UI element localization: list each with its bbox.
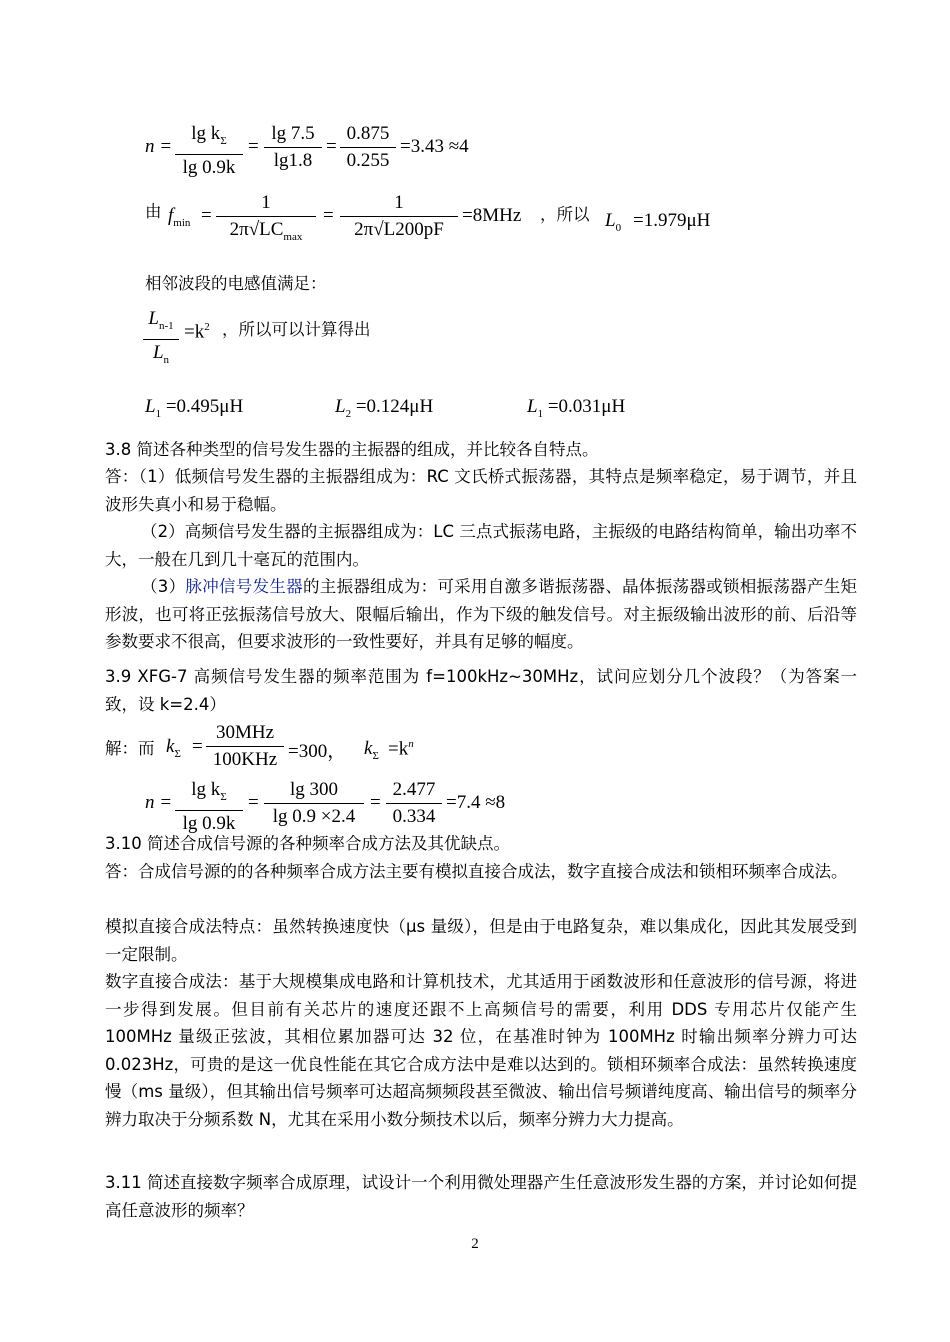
eq-n-frac3-den: 0.255 (346, 150, 390, 171)
eq-n-frac3 (340, 123, 396, 172)
eq-n-eq2: = (326, 136, 337, 157)
eq-n2-lhs: n = (145, 792, 173, 813)
eq-ratio-frac: $L_{n-1}$ $L_n$ (143, 308, 179, 371)
eq-fmin-frac1 (216, 192, 316, 248)
eq-fmin-prefix: 由 (145, 202, 162, 221)
eq-n-frac2-den: lg1.8 (273, 150, 313, 171)
eq-fmin-l0: $L_0$ (605, 210, 622, 234)
eq-k2-sym: $k_\Sigma$ (364, 738, 379, 762)
eq-fmin-frac2 (340, 192, 458, 241)
eq-fmin-l0-value: =1.979μH (633, 210, 711, 231)
answer-3-8-part3: （3）脉冲信号发生器的主振器组成为：可采用自激多谐振荡器、晶体振荡器或锁相振荡器产生矩形波，也可将正弦振荡信号放大、限幅后输出，作为下级的触发信号。对主振级输出波形的前、后沿等参数要求不很高，但要求波形的一致性要好，并具有足够的幅度。 (105, 577, 858, 651)
question-3-8-title: 3.8 简述各种类型的信号发生器的主振器的组成，并比较各自特点。 (105, 440, 599, 459)
eq-n-frac3-num: 0.875 (346, 123, 390, 144)
eq-k-eq: = (192, 736, 203, 757)
eq-n-eq1: = (248, 136, 259, 157)
answer-3-8-part2: （2）高频信号发生器的主振器组成为：LC 三点式振荡电路，主振级的电路结构简单，输出功率不大，一般在几到几十毫瓦的范围内。 (105, 522, 857, 569)
eq-fmin-frac2-den: 2π√L200pF (354, 219, 444, 240)
eq-k-value: =300， (288, 741, 347, 762)
eq-l-value-1: $L_1 =0.495\mu H$ (145, 396, 244, 420)
answer-3-8-part1: 答：（1）低频信号发生器的主振器组成为：RC 文氏桥式振荡器，其特点是频率稳定，易于调节，并且波形失真小和易于稳幅。 (105, 467, 857, 514)
eq-fmin-frac1-den: 2π√LC (229, 219, 284, 240)
eq-fmin-frac1-den-sub: max (283, 230, 303, 243)
eq-l-value-3: $L_1 =0.031\mu H$ (527, 396, 626, 420)
eq-k-frac (206, 722, 284, 771)
answer-3-10-part3: 数字直接合成法：基于大规模集成电路和计算机技术，尤其适用于函数波形和任意波形的信号源，将进一步得到发展。但目前有关芯片的速度还跟不上高频信号的需要，利用 DDS 专用芯片仅能产生 100MHz 量级正弦波，其相位累加器可达 32 位，在基准时钟为 100MHz 时输出频率分辨力可达 0.023Hz，可贵的是这一优良性能在其它合成方法中是难以达到的。锁相环频率合成法：虽然转换速度慢（ms 量级），但其输出信号频率可达超高频频段甚至微波、输出信号频谱纯度高、输出信号的频率分辨力取决于分频系数 N，尤其在采用小数分频技术以后，频率分辨力大力提高。 (105, 972, 857, 1129)
eq-ratio-rhs: $=k^2$ (184, 321, 210, 343)
eq-n-result: =3.43 ≈4 (400, 136, 469, 157)
eq-n2-frac1: $\lg k_\Sigma$ lg 0.9k (175, 779, 243, 835)
eq-n2-result: =7.4 ≈8 (446, 792, 506, 813)
eq-n-frac1-num: lg k (191, 123, 221, 144)
eq-k-frac-den: 100KHz (212, 749, 278, 770)
eq-k-sym: $k_\Sigma$ (166, 736, 181, 760)
eq-n-frac1-den: lg 0.9k (182, 156, 236, 178)
eq-n-frac1 (175, 123, 243, 179)
eq-n2-frac3: 2.477 0.334 (386, 779, 442, 828)
eq-ratio-suffix: ，所以可以计算得出 (222, 320, 371, 339)
eq-n-frac2-num: lg 7.5 (271, 123, 315, 144)
question-3-9-title: 3.9 XFG-7 高频信号发生器的频率范围为 f=100kHz~30MHz，试问应划分几个波段？（为答案一致，设 k=2.4） (105, 667, 857, 714)
text-adjacent-bands: 相邻波段的电感值满足： (145, 274, 327, 293)
eq-n2-eq1: = (248, 792, 259, 813)
eq-k-frac-num: 30MHz (215, 722, 275, 743)
eq-fmin-frac2-num: 1 (394, 192, 404, 213)
answer-3-10-part2: 模拟直接合成法特点：虽然转换速度快（μs 量级），但是由于电路复杂，难以集成化，因此其发展受到一定限制。 (105, 917, 857, 964)
eq-n-lhs: n = (145, 136, 173, 157)
eq-n-frac2 (264, 123, 322, 172)
page-number: 2 (471, 1236, 479, 1252)
solution-prefix: 解：而 (105, 739, 155, 758)
eq-fmin-eq2: = (323, 205, 334, 226)
answer-3-10-part1: 答：合成信号源的的各种频率合成方法主要有模拟直接合成法，数字直接合成法和锁相环频率合成法。 (105, 862, 848, 881)
eq-fmin-eq1: = (201, 205, 212, 226)
eq-fmin-suffix: ，所以 (540, 205, 590, 224)
question-3-10-title: 3.10 简述合成信号源的各种频率合成方法及其优缺点。 (105, 834, 510, 853)
eq-n2-frac2: lg 300 lg 0.9 ×2.4 (264, 779, 364, 828)
eq-n2-eq2: = (370, 792, 381, 813)
eq-k2-rhs: $=k^n$ (388, 738, 414, 760)
eq-fmin-frac1-num: 1 (261, 192, 271, 213)
link-pulse-generator[interactable]: 脉冲信号发生器 (185, 577, 303, 596)
eq-n-frac1-num-sub: Σ (220, 134, 227, 147)
question-3-11-title: 3.11 简述直接数字频率合成原理，试设计一个利用微处理器产生任意波形发生器的方案，并讨论如何提高任意波形的频率？ (105, 1173, 857, 1220)
eq-fmin-result: =8MHz (462, 205, 522, 226)
eq-fmin-lhs: $f_{min}$ (168, 205, 191, 229)
eq-l-value-2: $L_2 =0.124\mu H$ (335, 396, 434, 420)
